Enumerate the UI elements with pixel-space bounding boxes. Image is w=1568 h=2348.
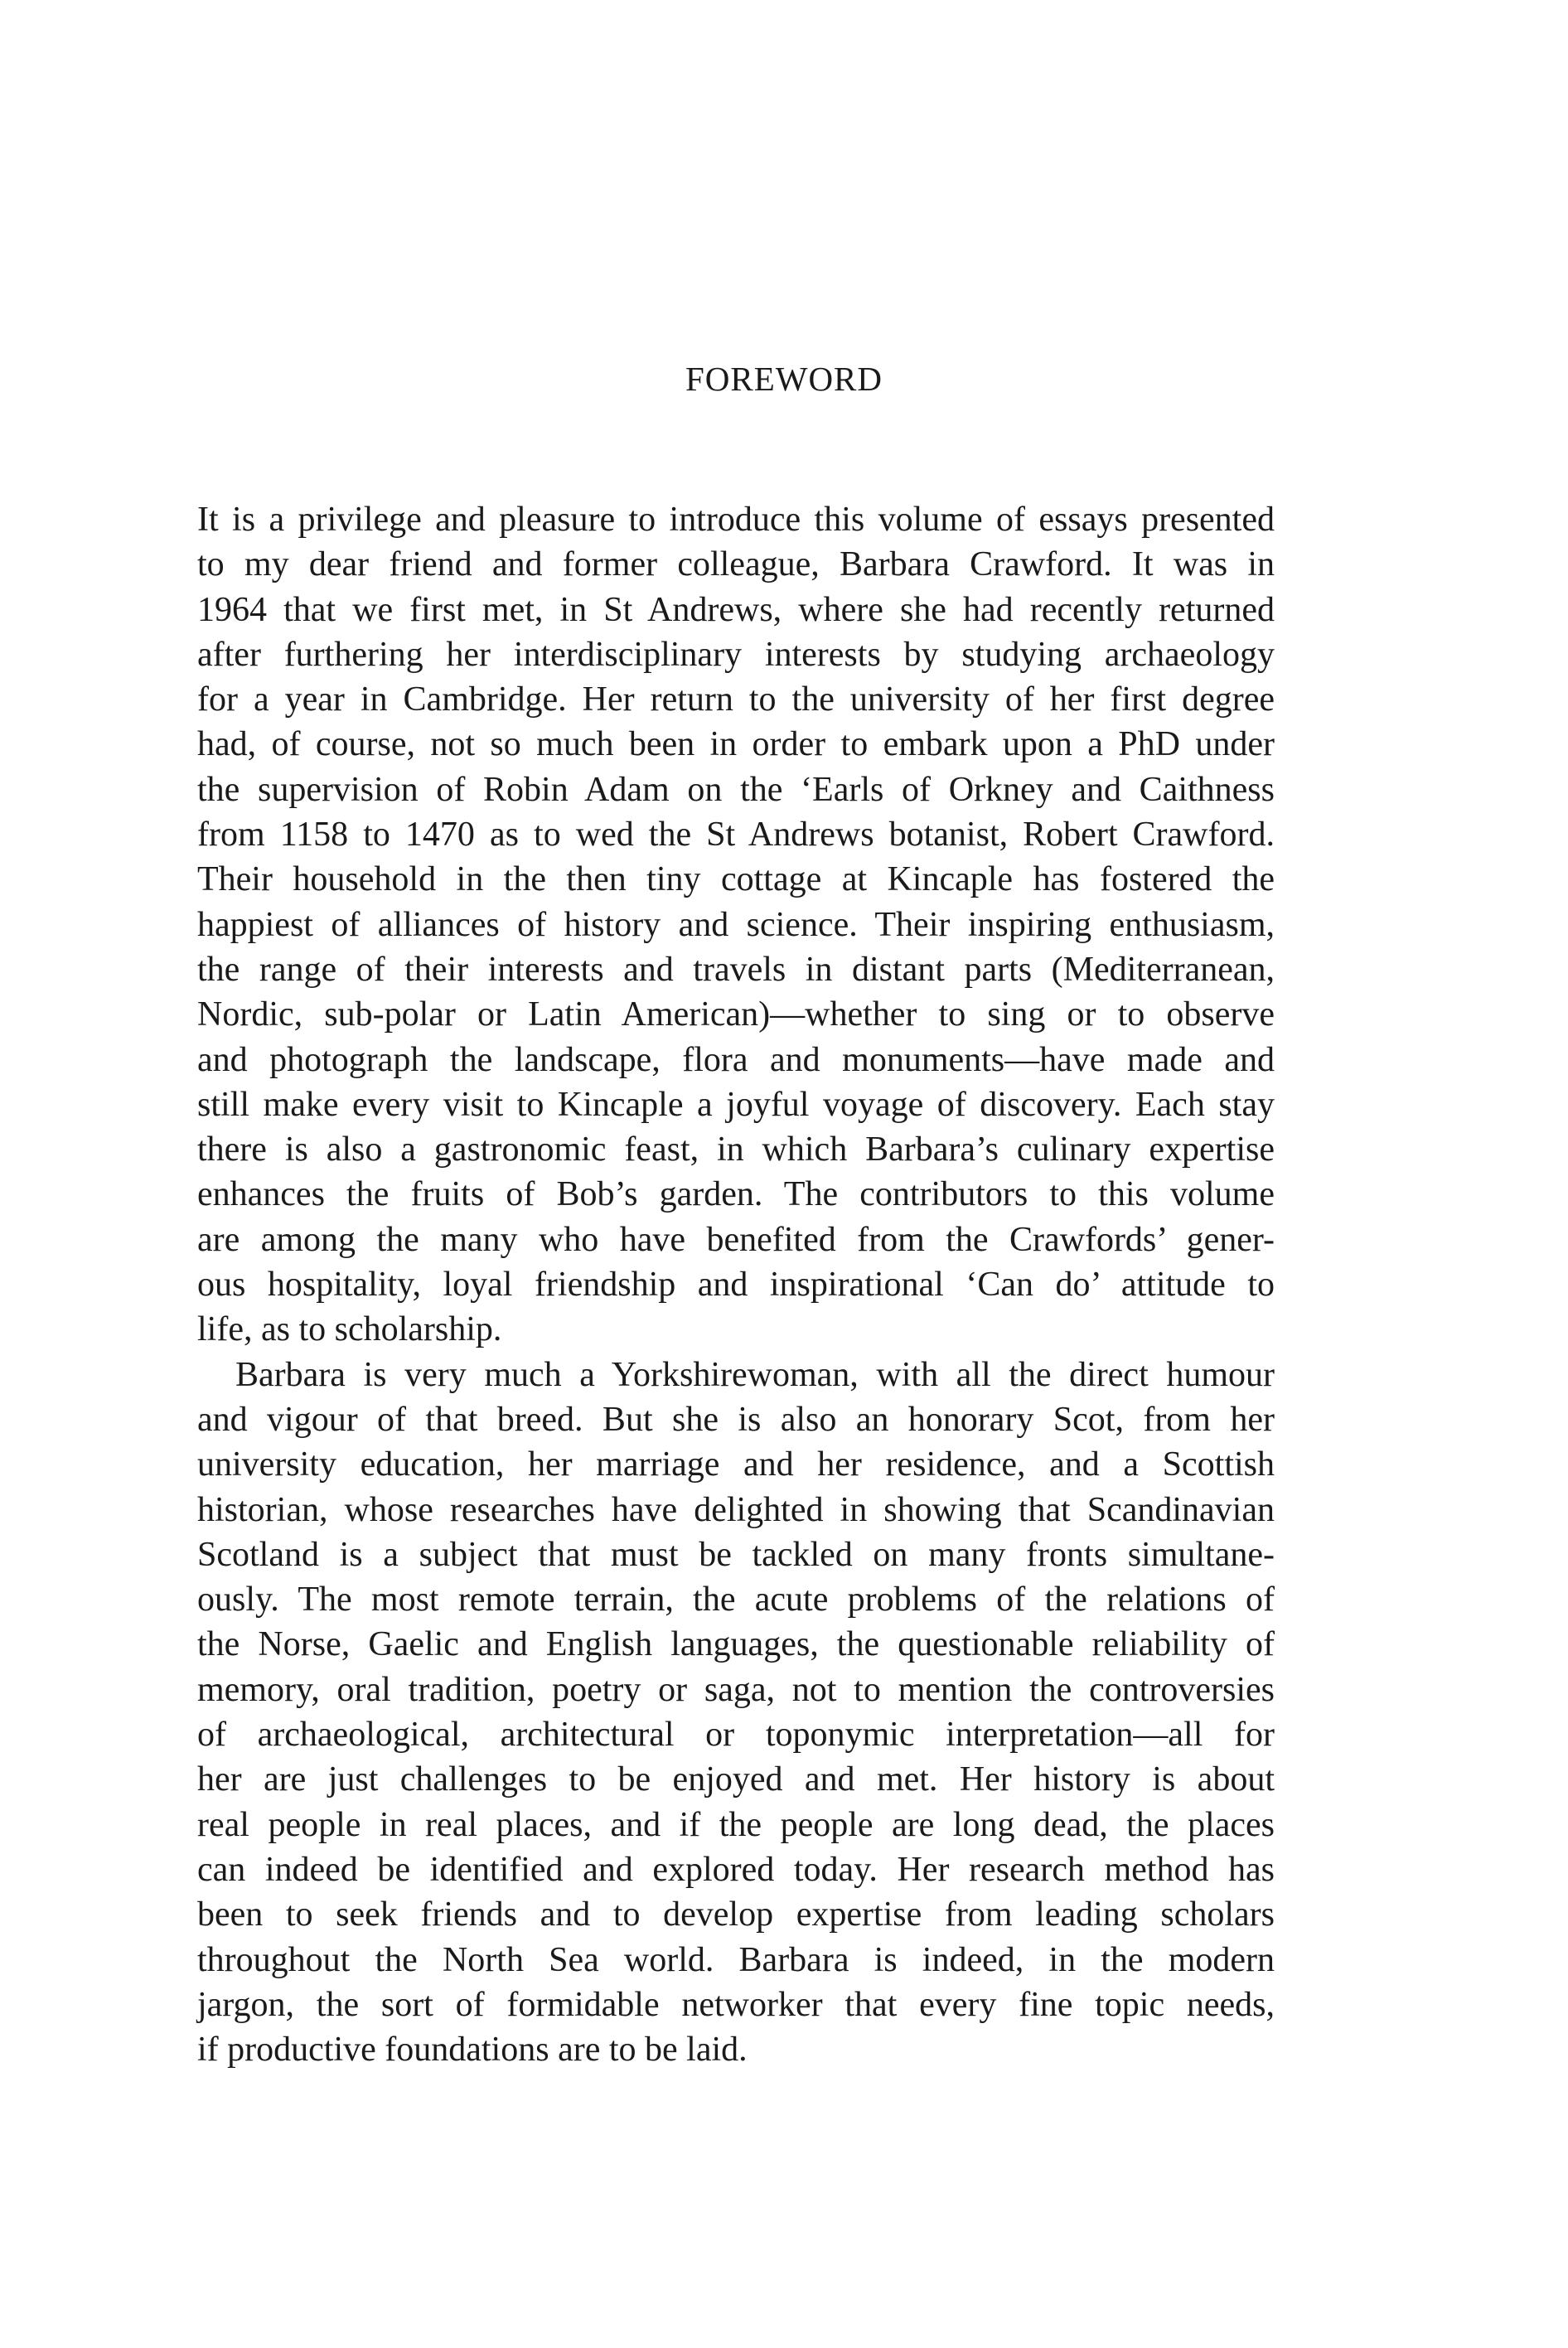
text-line: the range of their interests and travels in distant parts (Mediterranean, — [197, 950, 1275, 989]
text-line: to my dear friend and former colleague, Barbara Crawford. It was in — [197, 545, 1275, 584]
text-line: Nordic, sub-polar or Latin American)—whether to sing or to observe — [197, 995, 1275, 1034]
text-line: throughout the North Sea world. Barbara is indeed, in the modern — [197, 1940, 1275, 1979]
text-line: happiest of alliances of history and science. Their inspiring enthusiasm, — [197, 905, 1275, 944]
text-line: enhances the fruits of Bob’s garden. The contributors to this volume — [197, 1175, 1275, 1214]
text-line: there is also a gastronomic feast, in which Barbara’s culinary expertise — [197, 1130, 1275, 1169]
text-line: ous hospitality, loyal friendship and inspirational ‘Can do’ attitude to — [197, 1266, 1275, 1305]
text-line: memory, oral tradition, poetry or saga, not to mention the controversies — [197, 1670, 1275, 1709]
text-line: and vigour of that breed. But she is also an honorary Scot, from her — [197, 1400, 1275, 1439]
text-line: Scotland is a subject that must be tackled on many fronts simultane- — [197, 1535, 1275, 1574]
text-line: real people in real places, and if the people are long dead, the places — [197, 1805, 1275, 1844]
text-line: from 1158 to 1470 as to wed the St Andrews botanist, Robert Crawford. — [197, 816, 1275, 854]
text-line: university education, her marriage and her residence, and a Scottish — [197, 1445, 1275, 1484]
text-line: Barbara is very much a Yorkshirewoman, with all the direct humour — [235, 1355, 1275, 1394]
text-line: of archaeological, architectural or toponymic interpretation—all for — [197, 1716, 1275, 1755]
text-line: 1964 that we first met, in St Andrews, where she had recently returned — [197, 590, 1275, 629]
text-line: It is a privilege and pleasure to introduce this volume of essays presented — [197, 501, 1275, 539]
text-line: jargon, the sort of formidable networker that every fine topic needs, — [197, 1985, 1275, 2024]
page-title: FOREWORD — [685, 360, 883, 398]
text-line: been to seek friends and to develop expertise from leading scholars — [197, 1895, 1275, 1934]
paragraph-2 — [197, 1353, 1275, 2073]
text-line: if productive foundations are to be laid. — [197, 2031, 748, 2070]
text-line: after furthering her interdisciplinary interests by studying archaeology — [197, 635, 1275, 674]
text-line: had, of course, not so much been in order to embark upon a PhD under — [197, 725, 1275, 764]
text-line: for a year in Cambridge. Her return to the university of her first degree — [197, 680, 1275, 719]
foreword-body — [197, 497, 1275, 2072]
text-line: can indeed be identified and explored today. Her research method has — [197, 1850, 1275, 1889]
text-line: and photograph the landscape, flora and monuments—have made and — [197, 1040, 1275, 1079]
text-line: the Norse, Gaelic and English languages, the questionable reliability of — [197, 1625, 1275, 1664]
text-line: her are just challenges to be enjoyed and met. Her history is about — [197, 1760, 1275, 1799]
text-line: historian, whose researches have delighted in showing that Scandinavian — [197, 1490, 1275, 1529]
text-line: life, as to scholarship. — [197, 1310, 502, 1349]
text-line: still make every visit to Kincaple a joyful voyage of discovery. Each stay — [197, 1085, 1275, 1124]
text-line: are among the many who have benefited from the Crawfords’ gener- — [197, 1220, 1275, 1259]
text-line: the supervision of Robin Adam on the ‘Earls of Orkney and Caithness — [197, 770, 1275, 809]
paragraph-1 — [197, 497, 1275, 1353]
text-line: ously. The most remote terrain, the acute problems of the relations of — [197, 1581, 1275, 1619]
text-line: Their household in the then tiny cottage at Kincaple has fostered the — [197, 860, 1275, 899]
